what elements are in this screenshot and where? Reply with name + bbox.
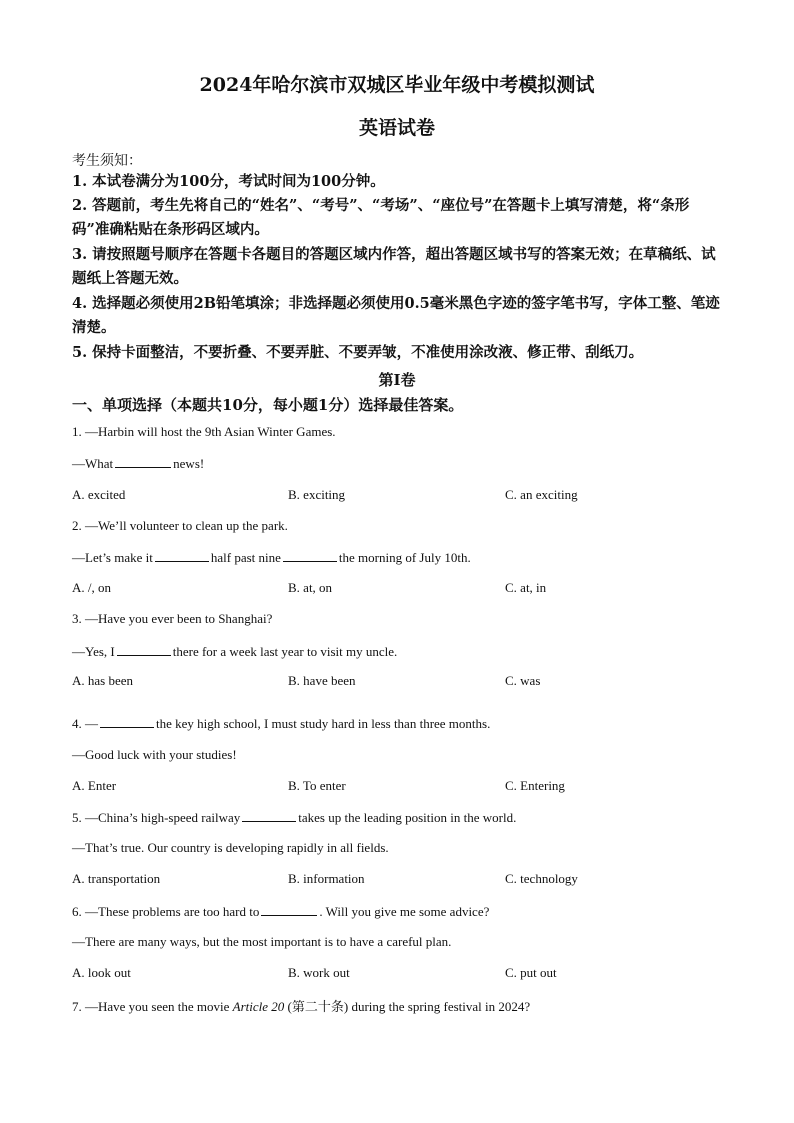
question-6-line2: —There are many ways, but the most important is to have a careful plan. [72, 934, 452, 949]
question-4-prompt: 4. — the key high school, I must study hard in less than three months. [72, 716, 491, 731]
question-7-prompt: 7. —Have you seen the movie Article 20 (第二十条) during the spring festival in 2024? [72, 999, 531, 1014]
question-5-option-a: A. transportation [72, 871, 161, 886]
notice-item-5: 5. 保持卡面整洁，不要折叠、不要弄脏、不要弄皱，不准使用涂改液、修正带、刮纸刀。 [72, 344, 644, 361]
question-2-prompt: 2. —We’ll volunteer to clean up the park. [72, 518, 288, 533]
question-5-prompt: 5. —China’s high-speed railway takes up the leading position in the world. [72, 810, 517, 825]
question-1-prompt: 1. —Harbin will host the 9th Asian Winter Games. [72, 424, 336, 439]
question-2-line2: —Let’s make it half past nine the morning of July 10th. [72, 550, 471, 565]
question-2-option-a: A. /, on [72, 580, 111, 595]
question-6-option-a: A. look out [72, 965, 131, 980]
question-1-option-a: A. excited [72, 487, 126, 502]
question-3-prompt: 3. —Have you ever been to Shanghai? [72, 611, 273, 626]
notice-item-1: 1. 本试卷满分为100分，考试时间为100分钟。 [72, 173, 385, 190]
question-4-option-c: C. Entering [505, 778, 565, 793]
question-5-option-b: B. information [288, 871, 365, 886]
notice-heading: 考生须知： [72, 153, 142, 169]
question-2-option-b: B. at, on [288, 580, 333, 595]
question-1-option-b: B. exciting [288, 487, 346, 502]
section-heading: 一、单项选择（本题共10分，每小题1分）选择最佳答案。 [72, 396, 464, 414]
question-2-option-c: C. at, in [505, 580, 547, 595]
question-6-prompt: 6. —These problems are too hard to . Will you give me some advice? [72, 904, 490, 919]
question-3-line2: —Yes, I there for a week last year to visit my uncle. [72, 644, 398, 659]
question-6-option-b: B. work out [288, 965, 350, 980]
question-5-option-c: C. technology [505, 871, 578, 886]
question-3-option-c: C. was [505, 673, 541, 688]
question-3-option-b: B. have been [288, 673, 356, 688]
notice-item-4: 4. 选择题必须使用2B铅笔填涂；非选择题必须使用0.5毫米黑色字迹的签字笔书写，字体工整、笔迹清楚。 [72, 295, 720, 336]
question-4-option-b: B. To enter [288, 778, 346, 793]
notice-item-3: 3. 请按照题号顺序在答题卡各题目的答题区域内作答，超出答题区域书写的答案无效；在草稿纸、试题纸上答题无效。 [72, 246, 716, 287]
volume-label: 第I卷 [378, 371, 416, 389]
question-5-line2: —That’s true. Our country is developing rapidly in all fields. [72, 840, 389, 855]
question-4-option-a: A. Enter [72, 778, 117, 793]
notice-item-2: 2. 答题前，考生先将自己的“姓名”、“考号”、“考场”、“座位号”在答题卡上填写清楚，将“条形码”准确粘贴在条形码区域内。 [72, 197, 690, 238]
movie-title: Article 20 [232, 999, 285, 1014]
question-6-option-c: C. put out [505, 965, 557, 980]
question-3-option-a: A. has been [72, 673, 134, 688]
exam-subtitle: 英语试卷 [358, 117, 435, 139]
question-4-line2: —Good luck with your studies! [72, 747, 237, 762]
question-1-line2: —What news! [72, 456, 205, 471]
question-1-option-c: C. an exciting [505, 487, 578, 502]
exam-title: 2024年哈尔滨市双城区毕业年级中考模拟测试 [199, 74, 595, 96]
